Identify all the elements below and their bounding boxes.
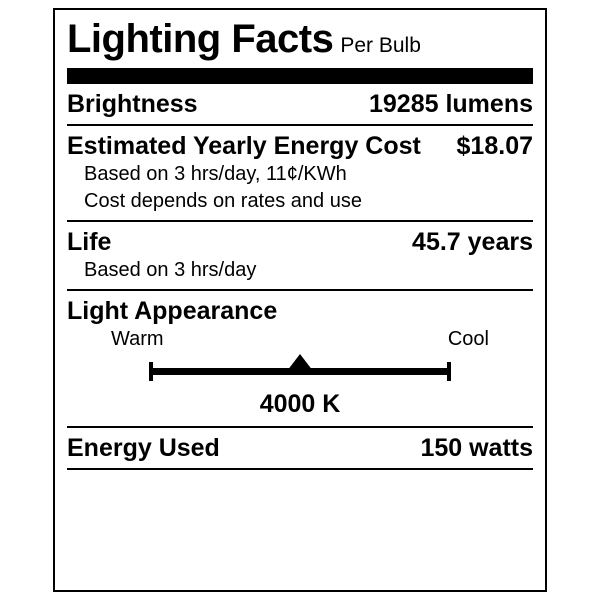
energy-cost-note-basis: Based on 3 hrs/day, 11¢/KWh: [84, 163, 347, 185]
label-inner: [65, 16, 535, 470]
energy-cost-section: [65, 126, 535, 220]
light-appearance-section: [65, 291, 535, 426]
energy-cost-label: Estimated Yearly Energy Cost: [67, 132, 421, 160]
brightness-section: [65, 84, 535, 124]
appearance-scale-cool-label: Cool: [447, 328, 489, 350]
life-note: Based on 3 hrs/day: [84, 259, 257, 281]
energy-cost-value: $18.07: [456, 132, 533, 160]
life-label: Life: [67, 228, 112, 256]
life-value: 45.7 years: [412, 228, 533, 256]
lighting-facts-label: [53, 8, 547, 592]
divider-after-energy-used: [67, 468, 533, 470]
title-divider-bar: [67, 68, 533, 84]
color-temperature-value: 4000 K: [259, 390, 341, 418]
brightness-label: Brightness: [67, 90, 198, 118]
energy-used-section: [65, 428, 535, 468]
life-section: [65, 222, 535, 289]
appearance-scale-marker-icon: [287, 354, 313, 371]
appearance-scale: [67, 354, 533, 388]
energy-cost-note-rates: Cost depends on rates and use: [84, 190, 362, 212]
appearance-scale-warm-label: Warm: [111, 328, 164, 350]
page-title: Lighting Facts: [67, 17, 334, 61]
page-subtitle: Per Bulb: [340, 34, 421, 57]
appearance-scale-labels: [67, 326, 533, 352]
energy-used-label: Energy Used: [67, 434, 220, 462]
light-appearance-label: Light Appearance: [67, 297, 278, 325]
label-title-row: [65, 16, 535, 62]
energy-used-value: 150 watts: [420, 434, 533, 462]
brightness-value: 19285 lumens: [369, 90, 533, 118]
appearance-scale-right-cap: [447, 362, 451, 381]
